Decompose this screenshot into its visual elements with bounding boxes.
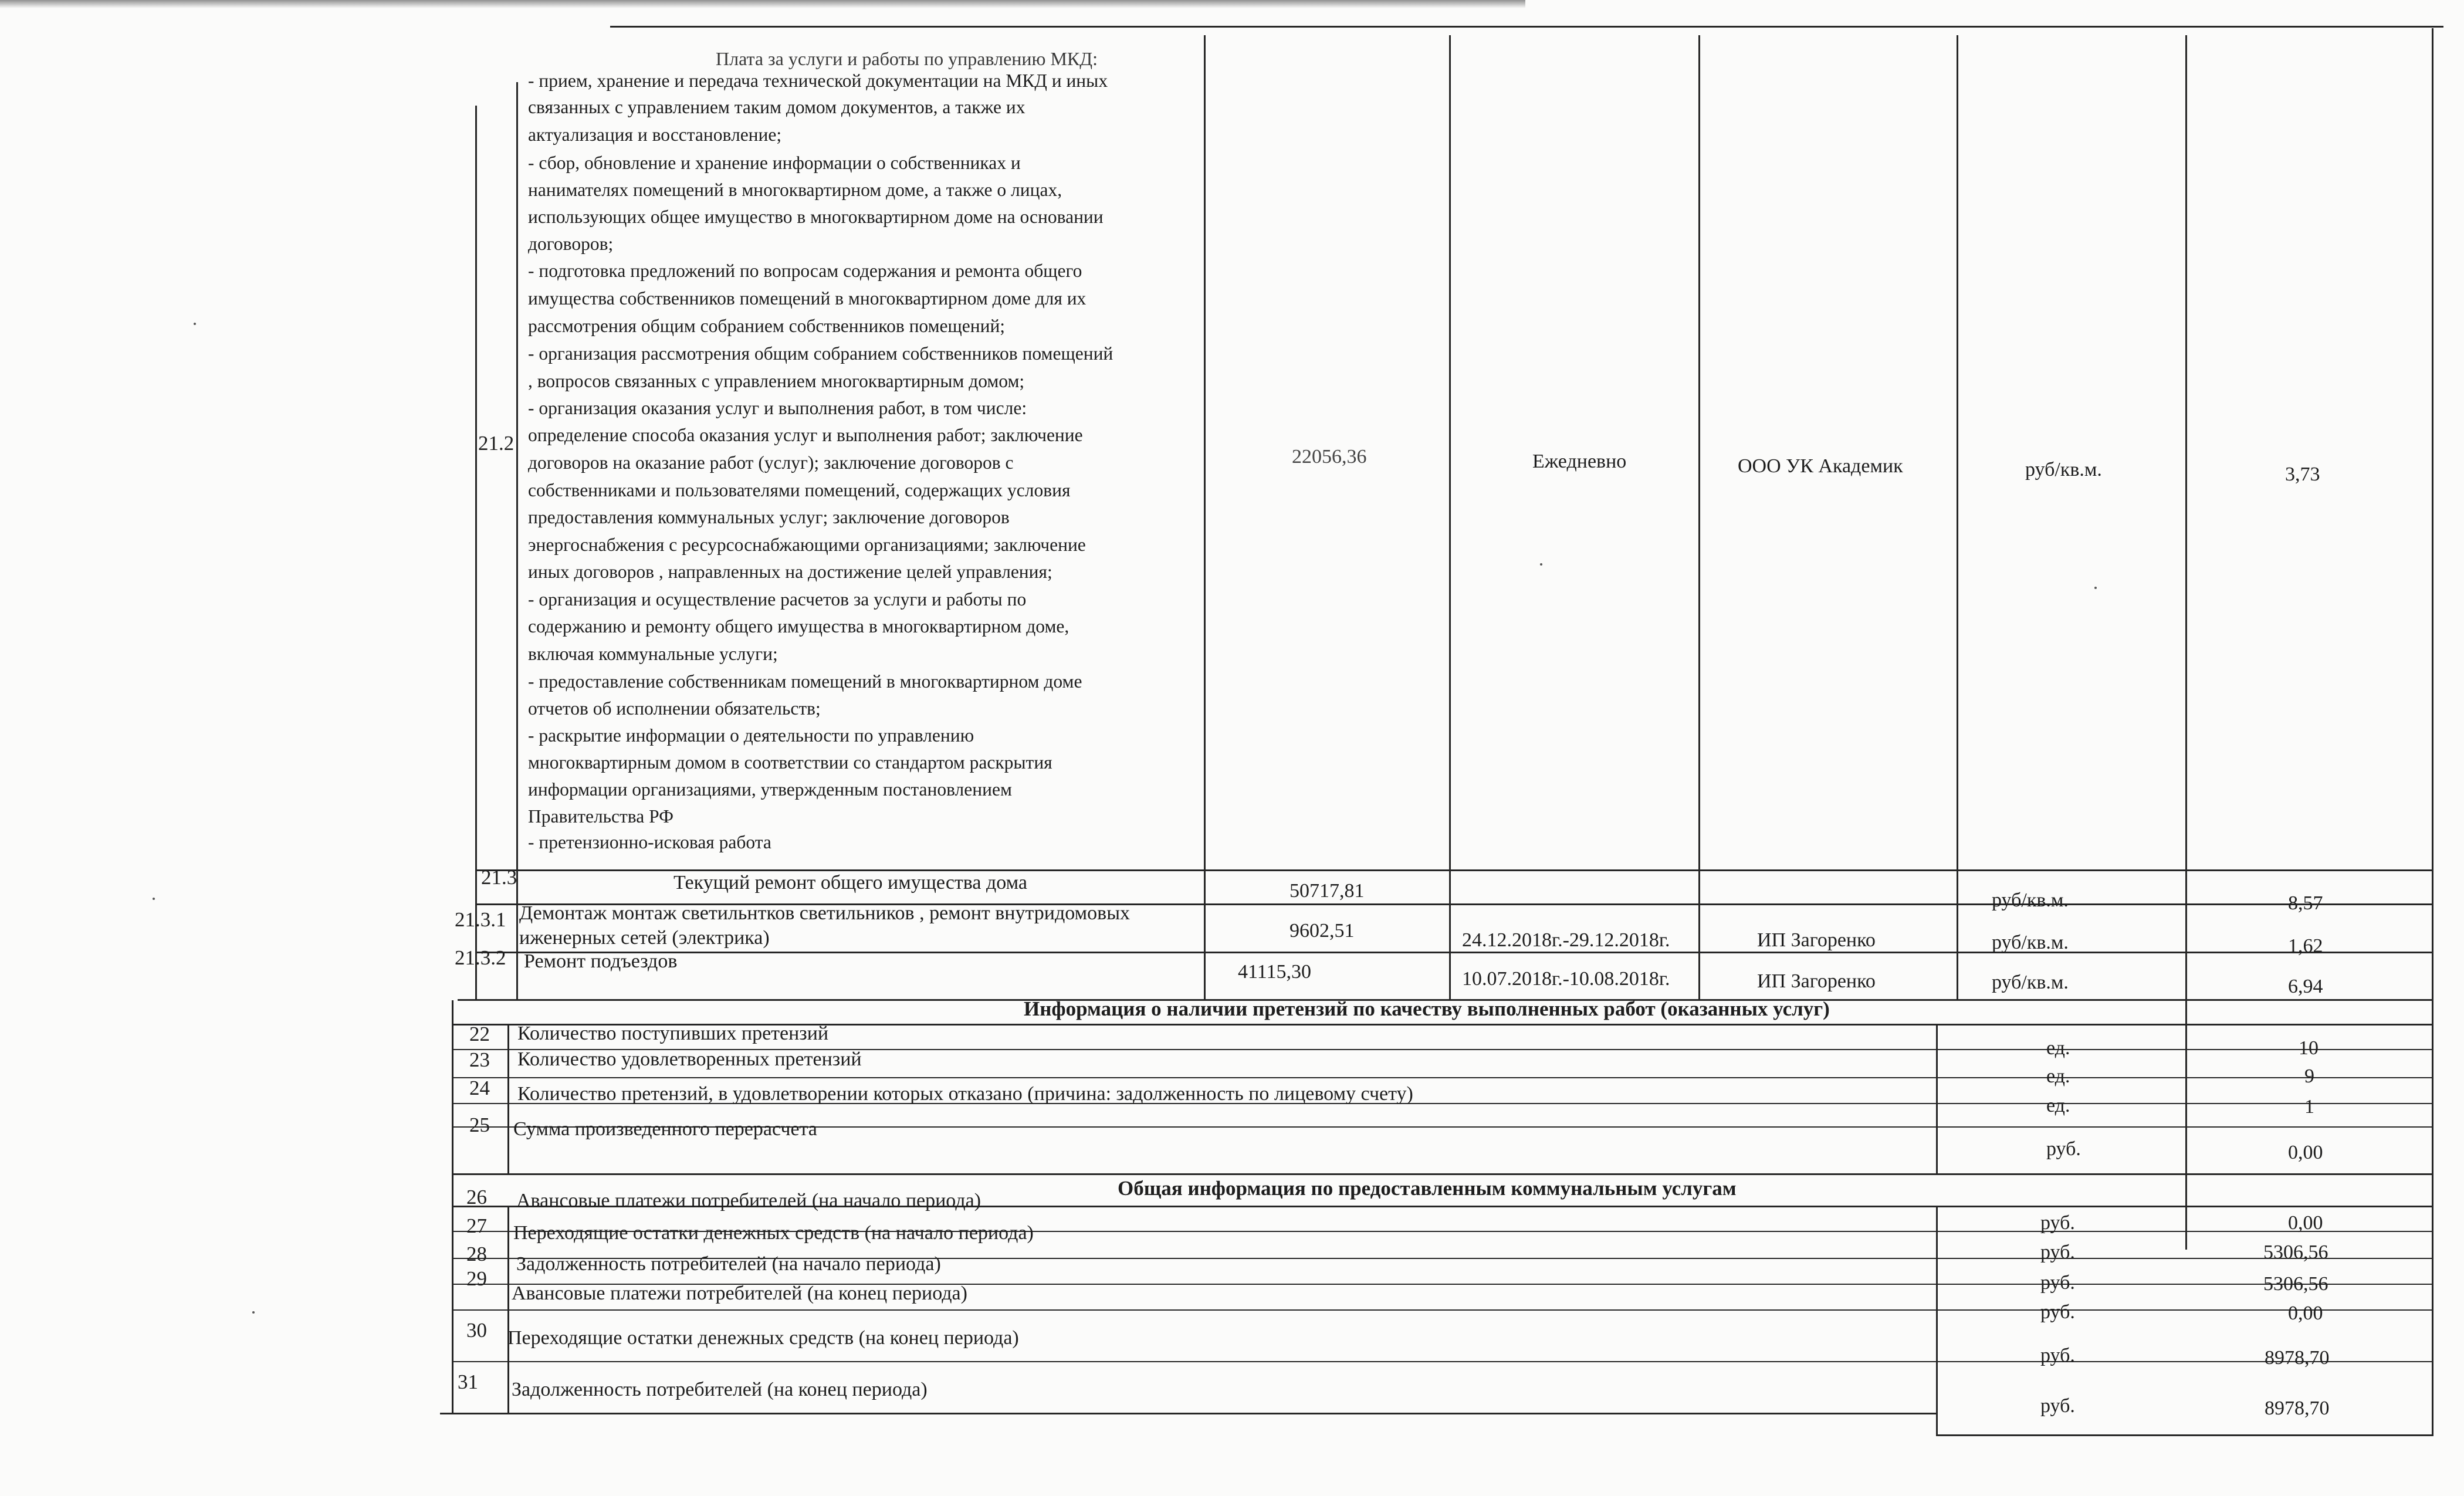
row-label: Переходящие остатки денежных средств (на конец периода) [507, 1327, 1019, 1349]
description-line: - сбор, обновление и хранение информации о собственниках и [528, 153, 1021, 173]
description-line: информации организациями, утвержденным постановлением [528, 779, 1012, 800]
grid-line [1449, 35, 1451, 1000]
grid-line [2432, 28, 2433, 1436]
description-line: Правительства РФ [528, 806, 673, 827]
contractor-cell: ООО УК Академик [1738, 455, 1903, 477]
description-line: связанных с управлением таким домом документов, а также их [528, 97, 1025, 117]
row-number: 22 [469, 1023, 490, 1045]
value-cell: 0,00 [2288, 1142, 2323, 1163]
description-line: - раскрытие информации о деятельности по управлению [528, 725, 974, 746]
unit-cell: ед. [2046, 1095, 2070, 1116]
scan-speck [194, 323, 196, 325]
contractor-cell: ИП Загоренко [1757, 970, 1876, 992]
scan-speck [1540, 563, 1542, 566]
unit-cell: руб. [2040, 1301, 2075, 1323]
description-line: содержанию и ремонту общего имущества в многоквартирном доме, [528, 616, 1069, 637]
value-cell: 8978,70 [2265, 1347, 2330, 1369]
row-label: Количество поступивших претензий [517, 1023, 829, 1044]
row-label: Переходящие остатки денежных средств (на начало периода) [513, 1222, 1034, 1244]
top-border [610, 26, 2443, 28]
row-label: Задолженность потребителей (на конец периода) [512, 1379, 928, 1400]
description-line: собственниками и пользователями помещений, содержащих условия [528, 480, 1071, 500]
unit-cell: руб/кв.м. [1992, 972, 2069, 993]
unit-cell: ед. [2046, 1065, 2070, 1087]
unit-cell: руб/кв.м. [1992, 932, 2069, 953]
description-line: актуализация и восстановление; [528, 124, 782, 145]
grid-line [1698, 35, 1700, 1000]
scan-speck [153, 898, 155, 900]
description-line: - предоставление собственникам помещений в многоквартирном доме [528, 671, 1082, 692]
grid-line [440, 1413, 1936, 1414]
description-line: договоров на оказание работ (услуг); заключение договоров с [528, 452, 1014, 473]
rate-cell: 6,94 [2288, 976, 2323, 997]
value-cell: 0,00 [2288, 1302, 2323, 1324]
row-number: 21.3 [481, 866, 517, 889]
row-title: Текущий ремонт общего имущества дома [673, 872, 1028, 893]
value-cell: 5306,56 [2263, 1273, 2328, 1295]
section-header-claims: Информация о наличии претензий по качеству выполненных работ (оказанных услуг) [1024, 997, 1830, 1020]
row-title-continued: иженерных сетей (электрика) [519, 927, 770, 949]
grid-line [1936, 1206, 1938, 1434]
row-number: 26 [466, 1186, 487, 1209]
unit-cell: руб. [2040, 1345, 2075, 1366]
scan-speck [2094, 587, 2097, 589]
description-line: - подготовка предложений по вопросам содержания и ремонта общего [528, 260, 1082, 281]
description-line: энергоснабжения с ресурсоснабжающими организациями; заключение [528, 534, 1086, 555]
description-line: многоквартирным домом в соответствии со стандартом раскрытия [528, 752, 1052, 773]
row-number: 29 [466, 1267, 487, 1290]
description-line: использующих общее имущество в многоквартирном доме на основании [528, 207, 1104, 227]
description-line: , вопросов связанных с управлением многоквартирным домом; [528, 371, 1025, 391]
rate-cell: 8,57 [2288, 892, 2323, 914]
description-line: иных договоров , направленных на достижение целей управления; [528, 561, 1052, 582]
row-number: 25 [469, 1113, 490, 1136]
row-number: 21.2 [478, 432, 515, 455]
description-line: - претензионно-исковая работа [528, 832, 771, 852]
grid-line [1936, 1434, 2433, 1436]
rate-cell: 3,73 [2285, 463, 2320, 485]
row-label: Сумма произведенного перерасчета [513, 1118, 817, 1140]
grid-line [1204, 35, 1206, 1000]
row-label: Количество претензий, в удовлетворении которых отказано (причина: задолженность по лицевому счету) [517, 1083, 1413, 1105]
description-line: - прием, хранение и передача технической документации на МКД и иных [528, 70, 1108, 91]
row-title: Демонтаж монтаж светильнтков светильников , ремонт внутридомовых [519, 902, 1131, 924]
grid-line [452, 1173, 2433, 1175]
description-line: отчетов об исполнении обязательств; [528, 698, 821, 719]
row-title: Плата за услуги и работы по управлению МКД: [716, 48, 1098, 69]
row-number: 21.3.2 [455, 946, 506, 969]
value-cell: 8978,70 [2265, 1397, 2330, 1419]
grid-line [516, 82, 518, 1000]
description-line: - организация оказания услуг и выполнения работ, в том числе: [528, 398, 1027, 418]
row-number: 21.3.1 [455, 908, 506, 931]
row-number: 27 [466, 1214, 487, 1237]
row-label: Авансовые платежи потребителей (на начало периода) [516, 1190, 981, 1211]
value-cell: 0,00 [2288, 1212, 2323, 1234]
amount-cell: 50717,81 [1289, 880, 1365, 902]
grid-line [507, 1024, 509, 1173]
description-line: включая коммунальные услуги; [528, 644, 778, 664]
description-line: имущества собственников помещений в многоквартирном доме для их [528, 288, 1087, 309]
grid-line [1936, 1024, 1938, 1173]
row-number: 28 [466, 1243, 487, 1265]
description-line: определение способа оказания услуг и выполнения работ; заключение [528, 425, 1083, 445]
grid-line [2185, 35, 2187, 1250]
row-number: 31 [458, 1370, 478, 1393]
contractor-cell: ИП Загоренко [1757, 929, 1876, 951]
unit-cell: руб. [2040, 1395, 2075, 1417]
rate-cell: 1,62 [2288, 935, 2323, 957]
unit-cell: ед. [2046, 1037, 2070, 1059]
row-label: Авансовые платежи потребителей (на конец периода) [512, 1282, 967, 1304]
grid-line [452, 1309, 2433, 1311]
unit-cell: руб. [2040, 1241, 2075, 1263]
description-line: - организация рассмотрения общим собранием собственников помещений [528, 343, 1113, 364]
amount-cell: 41115,30 [1238, 961, 1311, 983]
unit-cell: руб/кв.м. [1992, 889, 2069, 911]
description-line: - организация и осуществление расчетов за услуги и работы по [528, 589, 1027, 610]
value-cell: 9 [2304, 1065, 2314, 1087]
row-number: 24 [469, 1077, 490, 1099]
grid-line [475, 952, 2433, 953]
unit-cell: руб. [2040, 1272, 2075, 1294]
unit-cell: руб. [2040, 1212, 2075, 1234]
description-line: рассмотрения общим собранием собственников помещений; [528, 316, 1006, 336]
period-cell: Ежедневно [1532, 451, 1627, 472]
period-cell: 10.07.2018г.-10.08.2018г. [1462, 968, 1670, 990]
value-cell: 5306,56 [2263, 1241, 2328, 1263]
section-header-utilities: Общая информация по предоставленным коммунальным услугам [1118, 1177, 1737, 1200]
row-number: 30 [466, 1319, 487, 1342]
period-cell: 24.12.2018г.-29.12.2018г. [1462, 929, 1670, 951]
amount-cell: 9602,51 [1289, 920, 1355, 942]
description-line: договоров; [528, 233, 614, 254]
scan-speck [252, 1311, 255, 1314]
grid-line [475, 869, 2433, 871]
grid-line [452, 1361, 2433, 1362]
amount-cell: 22056,36 [1292, 446, 1367, 468]
grid-line [1957, 35, 1958, 1000]
row-title: Ремонт подъездов [524, 950, 678, 972]
row-number: 23 [469, 1048, 490, 1071]
unit-cell: руб/кв.м. [2025, 459, 2102, 480]
description-line: предоставления коммунальных услуг; заключение договоров [528, 507, 1010, 527]
grid-line [452, 1077, 2433, 1078]
value-cell: 1 [2304, 1096, 2314, 1118]
description-line: нанимателях помещений в многоквартирном доме, а также о лицах, [528, 180, 1062, 200]
row-label: Задолженность потребителей (на начало периода) [516, 1253, 941, 1275]
grid-line [475, 106, 477, 1000]
row-label: Количество удовлетворенных претензий [517, 1048, 862, 1070]
unit-cell: руб. [2046, 1138, 2081, 1160]
value-cell: 10 [2299, 1037, 2319, 1059]
